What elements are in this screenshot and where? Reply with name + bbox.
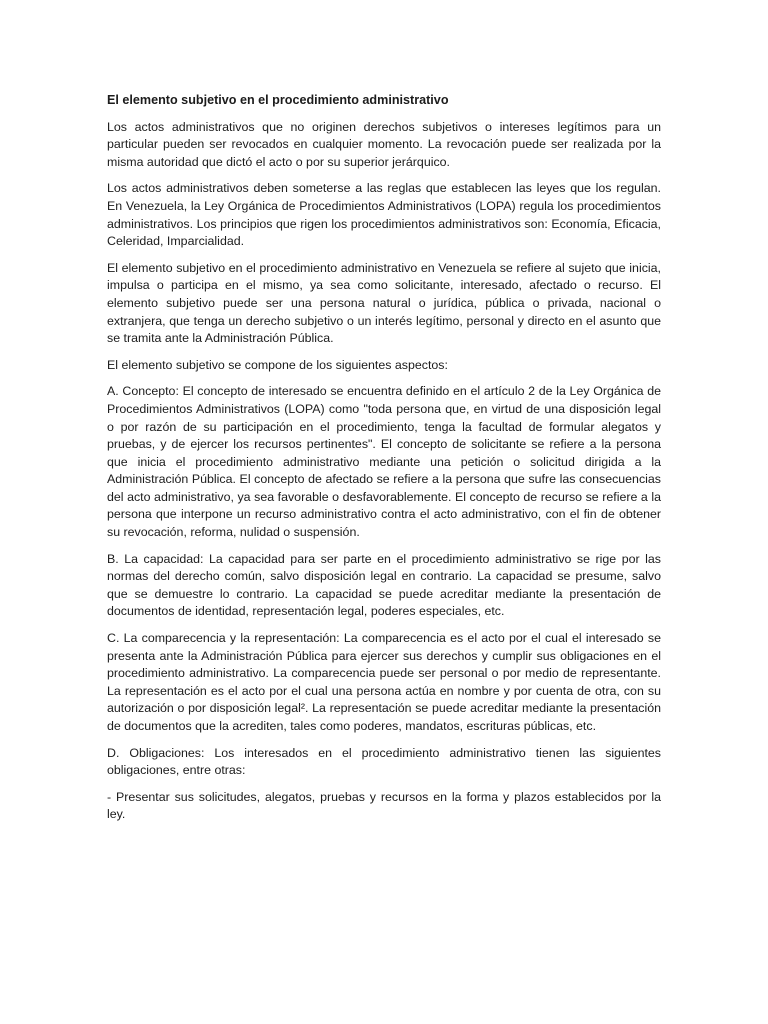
paragraph-capacity: B. La capacidad: La capacidad para ser parte en el procedimiento administrativo se rige por las normas del derecho común, salvo disposición legal en contrario. La capacidad se presume, salvo que se demuestre lo contrario. La capacidad se puede acreditar mediante la presentación de documentos de identidad, representación legal, poderes especiales, etc. (107, 551, 661, 619)
paragraph-obligations: D. Obligaciones: Los interesados en el procedimiento administrativo tienen las siguientes obligaciones, entre otras: (107, 745, 661, 778)
paragraph-revocation: Los actos administrativos que no originen derechos subjetivos o intereses legítimos para un particular pueden ser revocados en cualquier momento. La revocación puede ser realizada por la misma autoridad que dictó el acto o por su superior jerárquico. (107, 119, 661, 169)
paragraph-aspects-intro: El elemento subjetivo se compone de los siguientes aspectos: (107, 357, 448, 372)
paragraph-obligation-item: - Presentar sus solicitudes, alegatos, pruebas y recursos en la forma y plazos establecidos por la ley. (107, 789, 661, 822)
paragraph-concept: A. Concepto: El concepto de interesado se encuentra definido en el artículo 2 de la Ley Orgánica de Procedimientos Administrativos (LOPA) como "toda persona que, en virtud de una disposición legal o por razón de su participación en el procedimiento, tenga la facultad de formular alegatos y pruebas, y de ejercer los recursos pertinentes". El concepto de solicitante se refiere a la persona que inicia el procedimiento administrativo mediante una petición o solicitud dirigida a la Administración Pública. El concepto de afectado se refiere a la persona que sufre las consecuencias del acto administrativo, ya sea favorable o desfavorablemente. El concepto de recurso se refiere a la persona que interpone un recurso administrativo contra el acto administrativo, con el fin de obtener su revocación, reforma, nulidad o suspensión. (107, 384, 661, 540)
document-page (107, 92, 661, 833)
document-title: El elemento subjetivo en el procedimiento administrativo (107, 93, 449, 107)
paragraph-lopa: Los actos administrativos deben someterse a las reglas que establecen las leyes que los regulan. En Venezuela, la Ley Orgánica de Procedimientos Administrativos (LOPA) regula los procedimientos administrativos. Los principios que rigen los procedimientos administrativos son: Economía, Eficacia, Celeridad, Imparcialidad. (107, 181, 661, 249)
paragraph-appearance-representation: C. La comparecencia y la representación: La comparecencia es el acto por el cual el interesado se presenta ante la Administración Pública para ejercer sus derechos y cumplir sus obligaciones en el procedimiento administrativo. La comparecencia puede ser personal o por medio de representante. La representación es el acto por el cual una persona actúa en nombre y por cuenta de otra, con su autorización o por disposición legal². La representación se puede acreditar mediante la presentación de documentos que la acrediten, tales como poderes, mandatos, escrituras públicas, etc. (107, 631, 661, 733)
paragraph-subjective-element: El elemento subjetivo en el procedimiento administrativo en Venezuela se refiere al sujeto que inicia, impulsa o participa en el mismo, ya sea como solicitante, interesado, afectado o recurso. El elemento subjetivo puede ser una persona natural o jurídica, pública o privada, nacional o extranjera, que tenga un derecho subjetivo o un interés legítimo, personal y directo en el asunto que se tramita ante la Administración Pública. (107, 260, 661, 346)
